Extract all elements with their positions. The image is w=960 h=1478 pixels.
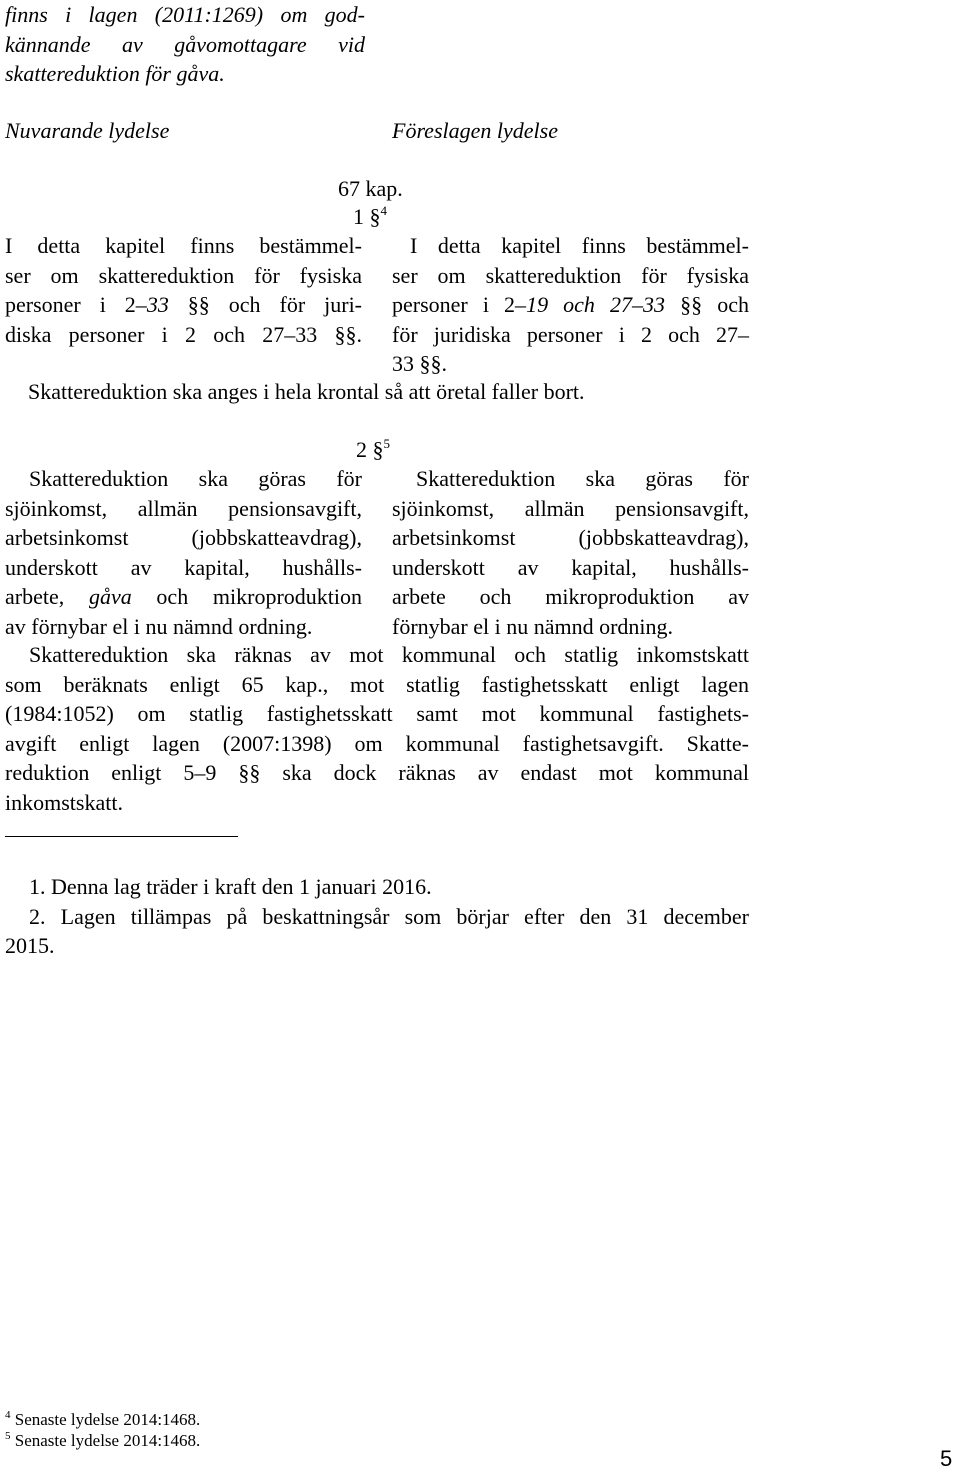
heading-line: finns i lagen (2011:1269) om god- [5,2,365,27]
proposed-wording-header: Föreslagen lydelse [392,118,558,143]
footnote-text: Senaste lydelse 2014:1468. [14,1431,201,1450]
footnotes [5,1409,200,1451]
text-line: personer i 2–33 §§ och för juri- [5,292,363,317]
heading-line: skattereduktion för gåva. [5,61,225,86]
text-line: förnybar el i nu nämnd ordning. [392,613,674,639]
heading-line: kännande av gåvomottagare vid [5,31,365,57]
text-line: Skattereduktion ska göras för [416,466,749,491]
footnote [5,1430,200,1451]
text-line: arbetsinkomst (jobbskatteavdrag), [5,525,362,550]
section-1-current-text [5,231,362,349]
footnote-ref: 4 [380,203,387,218]
text-line: underskott av kapital, hushålls- [392,554,749,580]
transitional-item: 2015. [5,933,55,958]
text-line: ser om skattereduktion för fysiska [392,262,749,288]
text-line: sjöinkomst, allmän pensionsavgift, [392,495,749,521]
transitional-item: 2. Lagen tillämpas på beskattningsår som börjar efter den 31 december [29,903,749,929]
text-line: sjöinkomst, allmän pensionsavgift, [5,495,362,521]
section-2-proposed-text [392,464,749,641]
footnote-ref: 5 [383,436,390,451]
text-line: arbete och mikroproduktion av [392,584,749,609]
section-number-text: 1 § [353,204,381,229]
current-wording-header: Nuvarande lydelse [5,118,170,143]
text-line: personer i 2–19 och 27–33 §§ och [392,292,749,317]
text-line: inkomstskatt. [5,789,123,815]
text-line: som beräknats enligt 65 kap., mot statlig fastighetsskatt enligt lagen [5,671,749,697]
text-line: arbete, gåva och mikroproduktion [5,584,363,609]
text-line: reduktion enligt 5–9 §§ ska dock räknas av endast mot kommunal [5,760,749,785]
text-line: 33 §§. [392,351,447,376]
chapter-title: 67 kap. [338,176,403,201]
text-line: avgift enligt lagen (2007:1398) om kommunal fastighetsavgift. Skatte- [5,730,749,756]
section-2-current-text [5,464,362,641]
text-line: underskott av kapital, hushålls- [5,554,362,580]
section-1-proposed-text [392,231,749,379]
text-line: av förnybar el i nu nämnd ordning. [5,613,313,639]
text-line: för juridiska personer i 2 och 27– [392,321,749,347]
section-1-number [353,202,387,232]
transitional-provisions [5,872,749,961]
text-line: arbetsinkomst (jobbskatteavdrag), [392,525,749,550]
section-1-common-text: Skattereduktion ska anges i hela krontal så att öretal faller bort. [28,379,585,404]
footnote-number: 5 [5,1430,11,1442]
separator-rule [5,836,238,837]
section-number-text: 2 § [356,437,384,462]
transitional-item: 1. Denna lag träder i kraft den 1 januari 2016. [29,874,432,899]
text-line: ser om skattereduktion för fysiska [5,262,362,288]
law-heading [5,0,365,89]
text-line: Skattereduktion ska göras för [29,466,362,491]
footnote-text: Senaste lydelse 2014:1468. [14,1410,201,1429]
section-2-number [356,435,390,465]
text-line: I detta kapitel finns bestämmel- [5,233,362,258]
section-2-common-text [5,640,749,817]
text-line: I detta kapitel finns bestämmel- [410,233,749,258]
text-line: Skattereduktion ska räknas av mot kommunal och statlig inkomstskatt [29,642,749,667]
footnote-number: 4 [5,1409,11,1421]
text-line: diska personer i 2 och 27–33 §§. [5,321,362,347]
page-number: 5 [940,1446,953,1471]
footnote [5,1409,200,1430]
text-line: (1984:1052) om statlig fastighetsskatt samt mot kommunal fastighets- [5,701,749,726]
